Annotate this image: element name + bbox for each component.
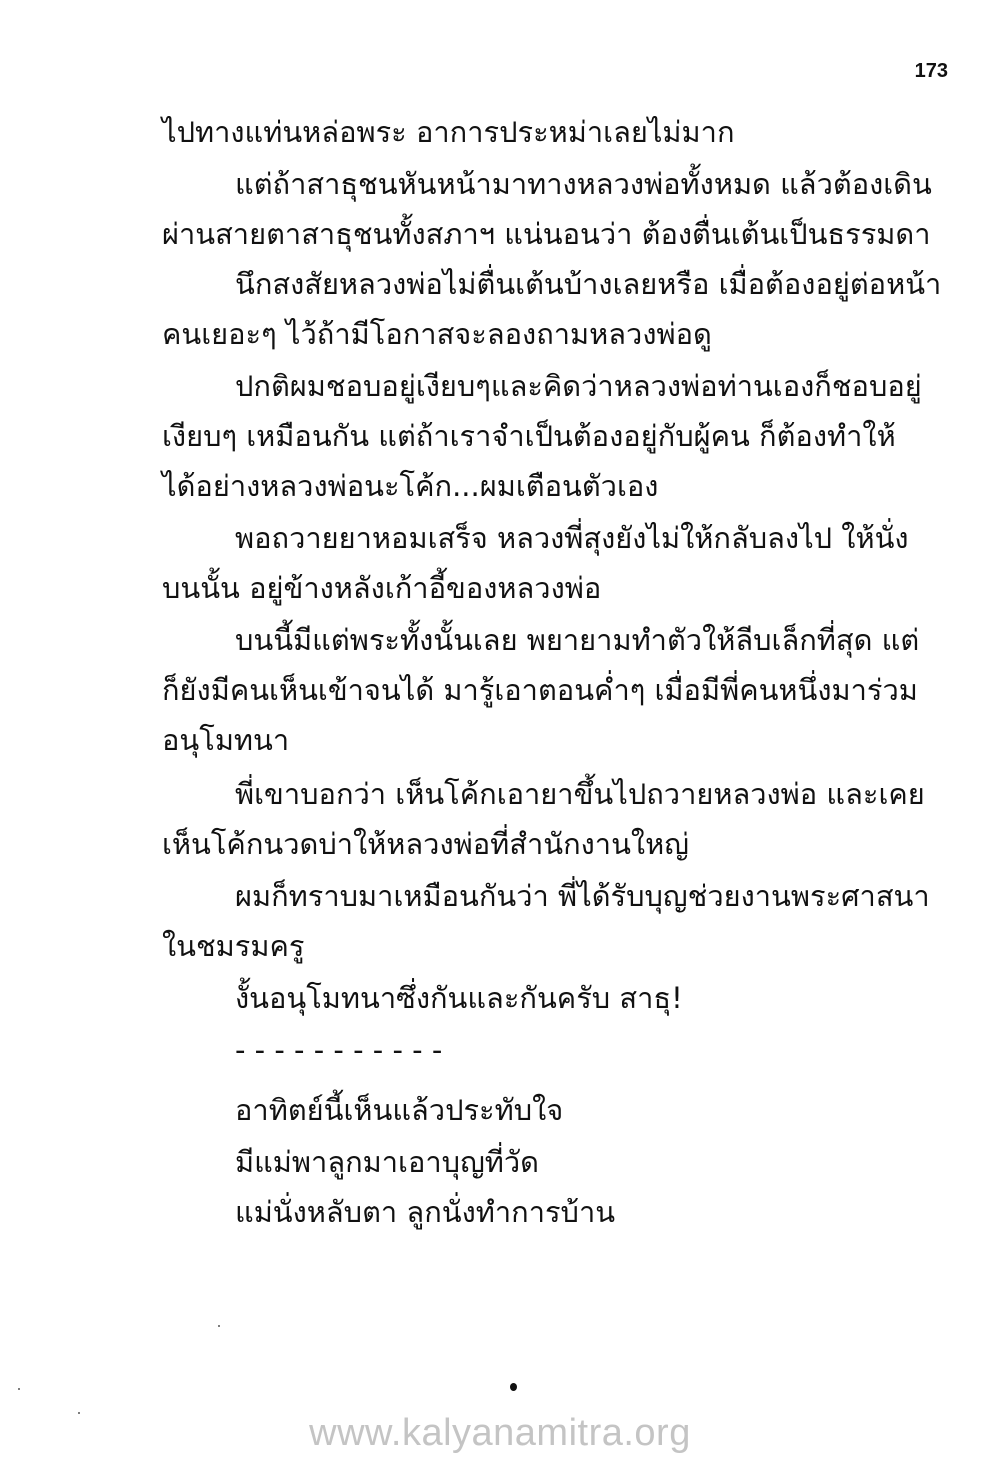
text-line: ในชมรมครู [162, 929, 305, 963]
text-line: นึกสงสัยหลวงพ่อไม่ตื่นเต้นบ้างเลยหรือ เมื่อต้องอยู่ต่อหน้า [235, 267, 942, 301]
text-line: พอถวายยาหอมเสร็จ หลวงพี่สุงยังไม่ให้กลับลงไป ให้นั่ง [235, 521, 909, 555]
section-divider: - - - - - - - - - - - [235, 1033, 443, 1067]
text-line: ก็ยังมีคนเห็นเข้าจนได้ มารู้เอาตอนค่ำๆ เมื่อมีพี่คนหนึ่งมาร่วม [162, 673, 918, 707]
text-line: ปกติผมชอบอยู่เงียบๆและคิดว่าหลวงพ่อท่านเองก็ชอบอยู่ [235, 369, 922, 403]
text-line: ไปทางแท่นหล่อพระ อาการประหม่าเลยไม่มาก [162, 115, 735, 149]
text-line: บนนั้น อยู่ข้างหลังเก้าอี้ของหลวงพ่อ [162, 571, 602, 605]
text-line: อาทิตย์นี้เห็นแล้วประทับใจ [235, 1093, 564, 1127]
page-number: 173 [914, 60, 948, 82]
scan-speck [18, 1388, 20, 1390]
text-line: เห็นโค้กนวดบ่าให้หลวงพ่อที่สำนักงานใหญ่ [162, 827, 689, 861]
scan-dot-mark [510, 1383, 517, 1391]
text-line: บนนี้มีแต่พระทั้งนั้นเลย พยายามทำตัวให้ลีบเล็กที่สุด แต่ [235, 623, 920, 657]
text-line: แม่นั่งหลับตา ลูกนั่งทำการบ้าน [235, 1195, 616, 1229]
text-line: งั้นอนุโมทนาซึ่งกันและกันครับ สาธุ! [235, 981, 683, 1015]
text-line: ผมก็ทราบมาเหมือนกันว่า พี่ได้รับบุญช่วยงานพระศาสนา [235, 879, 930, 913]
text-line: พี่เขาบอกว่า เห็นโค้กเอายาขึ้นไปถวายหลวงพ่อ และเคย [235, 777, 925, 811]
text-line: ผ่านสายตาสาธุชนทั้งสภาฯ แน่นอนว่า ต้องตื่นเต้นเป็นธรรมดา [162, 217, 931, 251]
text-line: คนเยอะๆ ไว้ถ้ามีโอกาสจะลองถามหลวงพ่อดู [162, 317, 712, 351]
scan-speck [218, 1325, 220, 1327]
text-line: แต่ถ้าสาธุชนหันหน้ามาทางหลวงพ่อทั้งหมด แล้วต้องเดิน [235, 167, 932, 201]
text-line: ได้อย่างหลวงพ่อนะโค้ก...ผมเตือนตัวเอง [162, 469, 659, 503]
text-line: เงียบๆ เหมือนกัน แต่ถ้าเราจำเป็นต้องอยู่กับผู้คน ก็ต้องทำให้ [162, 419, 896, 453]
text-line: อนุโมทนา [162, 723, 290, 757]
text-line: มีแม่พาลูกมาเอาบุญที่วัด [235, 1145, 540, 1179]
watermark: www.kalyanamitra.org [309, 1412, 691, 1454]
